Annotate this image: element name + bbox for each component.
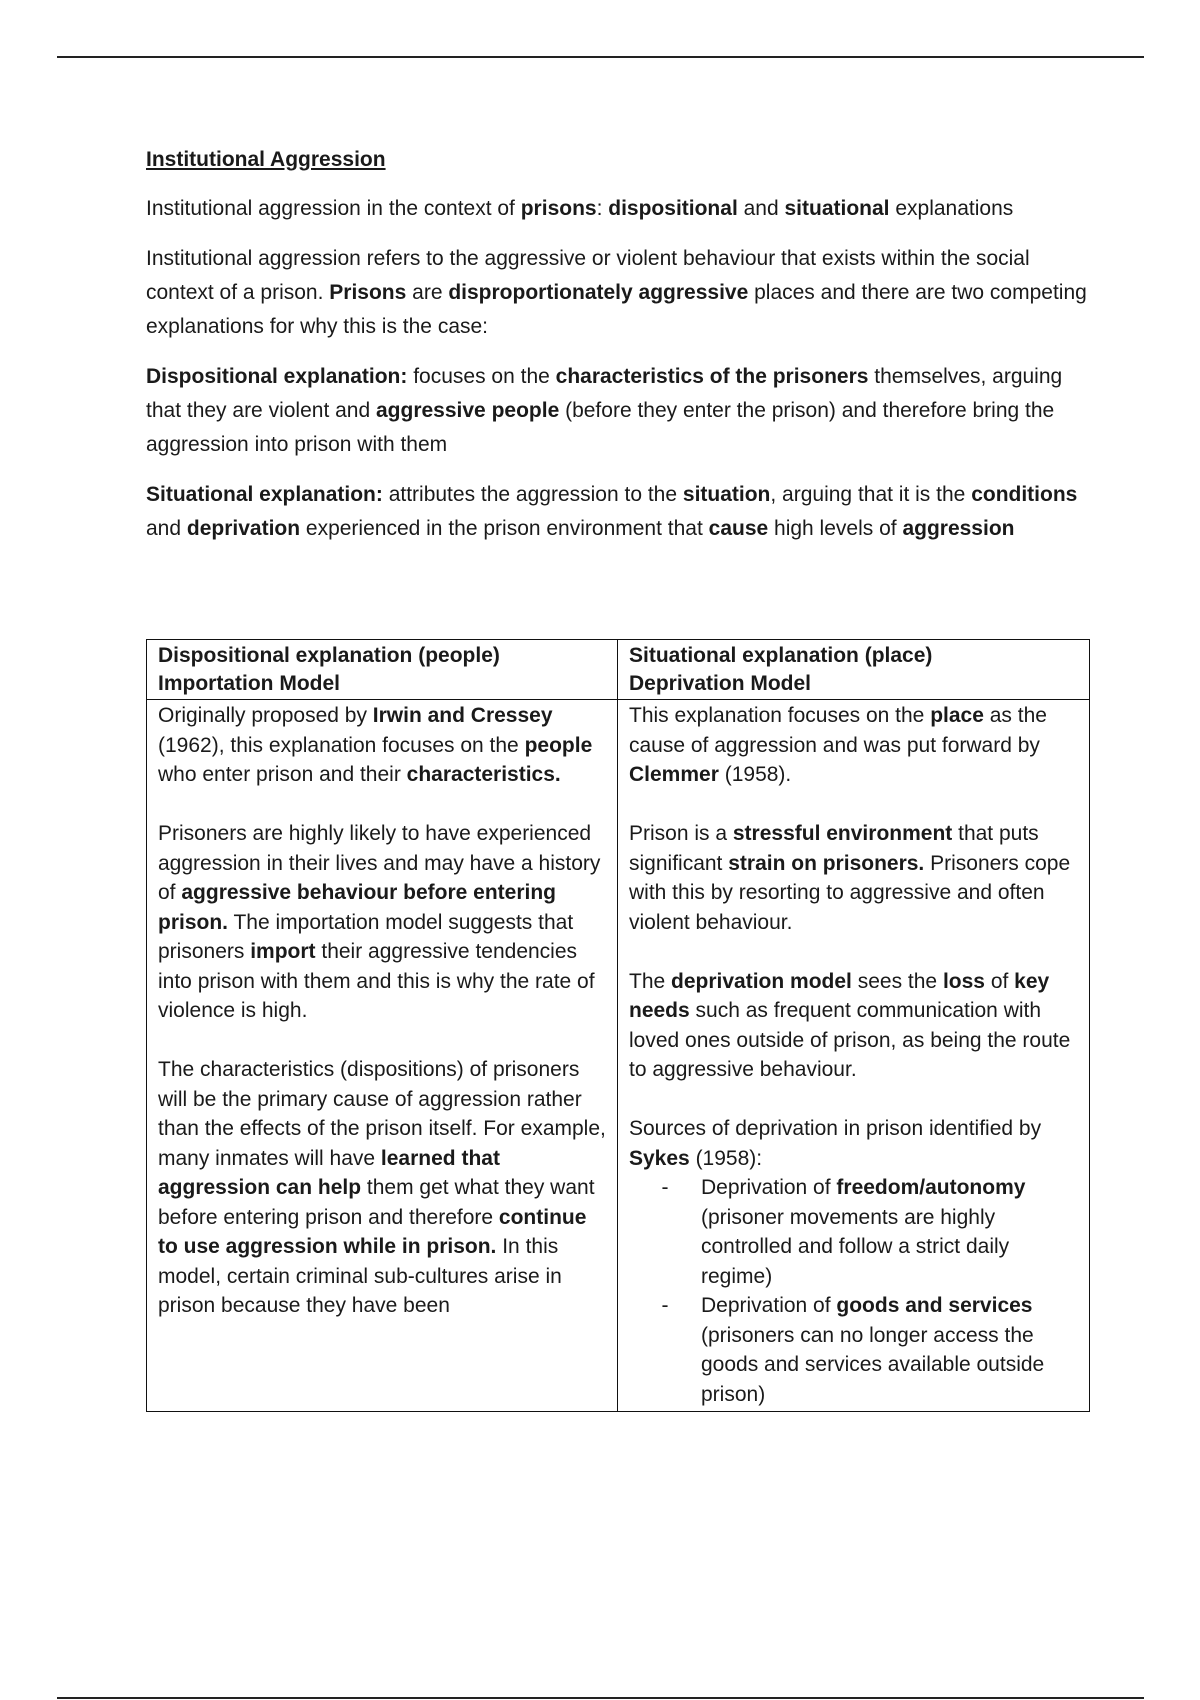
- header-rule: [57, 56, 1144, 58]
- dispositional-paragraph: Dispositional explanation: focuses on the characteristics of the prisoners themselves, arguing that they are violent and aggressive people (before they enter the prison) and therefore bring the aggression into prison with them: [146, 365, 1063, 456]
- footer-rule: [57, 1697, 1144, 1699]
- deprivation-origin: This explanation focuses on the place as the cause of aggression and was put forward by Clemmer (1958).: [629, 704, 1047, 786]
- page-title: Institutional Aggression: [146, 148, 386, 171]
- definition-paragraph: Institutional aggression refers to the aggressive or violent behaviour that exists within the social context of a prison. Prisons are disproportionately aggressive places and there are two competing explanations for why this is the case:: [146, 247, 1087, 338]
- importation-history: Prisoners are highly likely to have experienced aggression in their lives and may have a history of aggressive behaviour before entering prison. The importation model suggests that prisoners import their aggressive tendencies into prison with them and this is why the rate of violence is high.: [158, 822, 601, 1022]
- deprivation-stress: Prison is a stressful environment that puts significant strain on prisoners. Prisoners cope with this by resorting to aggressive and often violent behaviour.: [629, 822, 1071, 934]
- intro-paragraph: Institutional aggression in the context of prisons: dispositional and situational explanations: [146, 197, 1014, 220]
- deprivation-key-needs: The deprivation model sees the loss of key needs such as frequent communication with loved ones outside of prison, as being the route to aggressive behaviour.: [629, 969, 1071, 1081]
- importation-origin: Originally proposed by Irwin and Cressey (1962), this explanation focuses on the people who enter prison and their characteristics.: [158, 704, 593, 786]
- bullet-dash: -: [661, 1176, 669, 1199]
- table-header-situational: Situational explanation (place) Deprivation Model: [618, 640, 1089, 700]
- importation-characteristics: The characteristics (dispositions) of prisoners will be the primary cause of aggression rather than the effects of the prison itself. For example, many inmates will have learned that aggression can help them get what they want before entering prison and therefore continue to use aggression while in prison. In this model, certain criminal sub-cultures arise in prison because they have been: [158, 1058, 606, 1317]
- table-cell-importation-model: [147, 700, 618, 1411]
- document-body: [146, 145, 1090, 562]
- table-cell-deprivation-model: [618, 700, 1089, 1411]
- situational-paragraph: Situational explanation: attributes the aggression to the situation, arguing that it is the conditions and deprivation experienced in the prison environment that cause high levels of aggression: [146, 483, 1078, 540]
- list-item: - Deprivation of freedom/autonomy (prisoner movements are highly controlled and follow a strict daily regime): [629, 1173, 1079, 1291]
- list-item: - Deprivation of goods and services (prisoners can no longer access the goods and services available outside prison): [629, 1291, 1079, 1409]
- comparison-table: [146, 639, 1090, 1412]
- deprivation-sources: Sources of deprivation in prison identified by Sykes (1958):: [629, 1117, 1042, 1170]
- bullet-dash: -: [661, 1294, 669, 1317]
- table-header-dispositional: Dispositional explanation (people) Importation Model: [147, 640, 618, 700]
